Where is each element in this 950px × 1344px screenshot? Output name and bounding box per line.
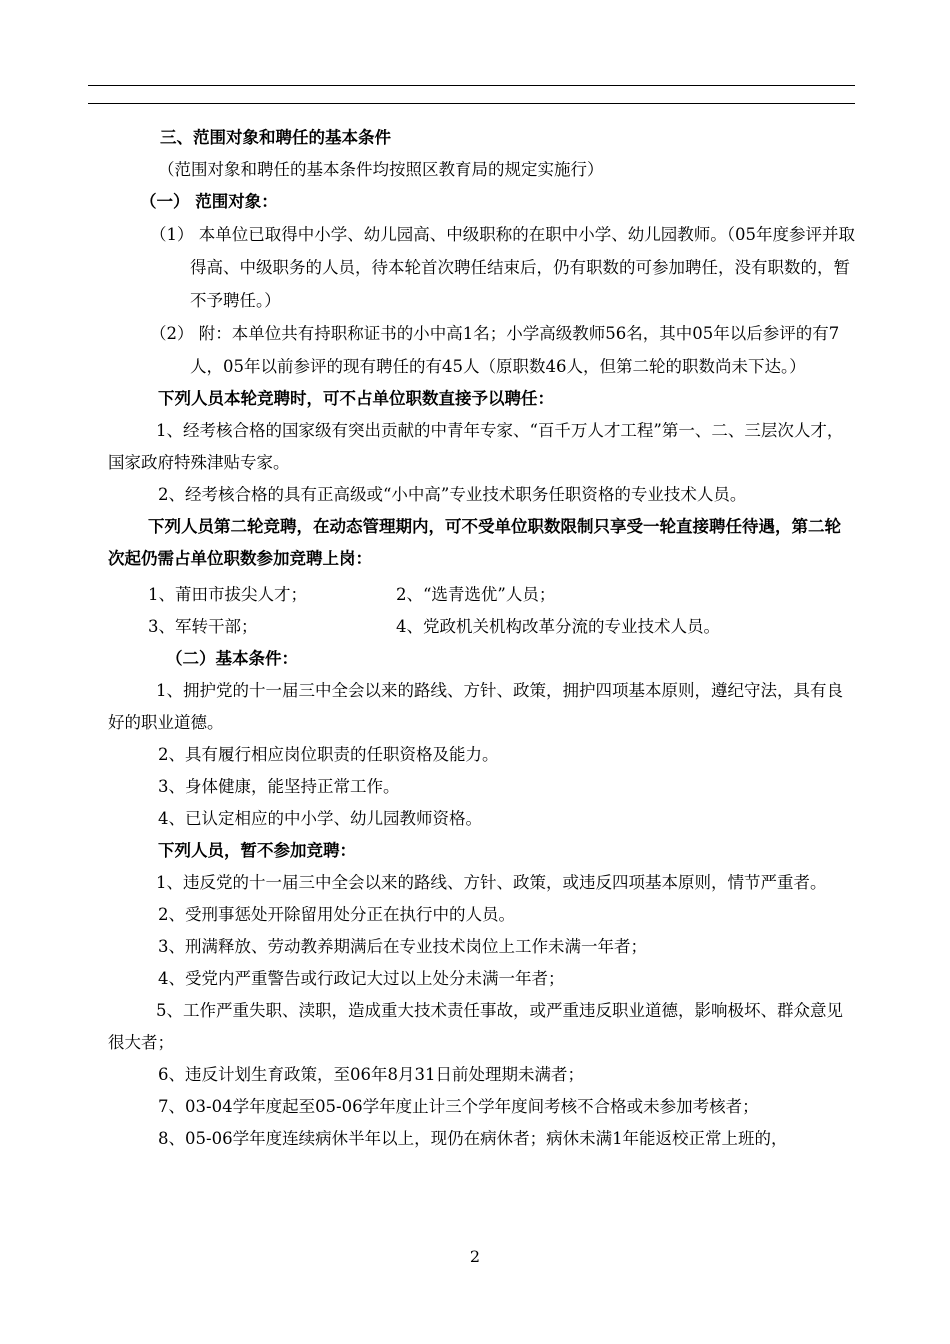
second-round-heading: 下列人员第二轮竞聘，在动态管理期内，可不受单位职数限制只享受一轮直接聘任待遇，第二轮次起仍需占单位职数参加竞聘上岗：	[108, 517, 841, 568]
excluded-item-1: 1、违反党的十一届三中全会以来的路线、方针、政策，或违反四项基本原则，情节严重者。	[156, 873, 827, 892]
excluded-item-2: 2、受刑事惩处开除留用处分正在执行中的人员。	[158, 905, 515, 924]
page-number: 2	[469, 1247, 481, 1266]
second-round-item: 2、“选青选优”人员；	[396, 585, 556, 604]
scope-note: （范围对象和聘任的基本条件均按照区教育局的规定实施行）	[158, 160, 604, 179]
direct-hire-heading: 下列人员本轮竞聘时，可不占单位职数直接予以聘任：	[158, 389, 554, 408]
excluded-item-8: 8、05-06学年度连续病休半年以上，现仍在病休者；病休未满1年能返校正常上班的，	[158, 1129, 788, 1148]
excluded-item-6: 6、违反计划生育政策，至06年8月31日前处理期未满者；	[158, 1065, 584, 1084]
subsection-basic: （二）基本条件：	[166, 649, 298, 668]
direct-hire-item-2: 2、经考核合格的具有正高级或“小中高”专业技术职务任职资格的专业技术人员。	[158, 485, 747, 504]
basic-item-2: 2、具有履行相应岗位职责的任职资格及能力。	[158, 745, 499, 764]
direct-hire-item-1: 1、经考核合格的国家级有突出贡献的中青年专家、“百千万人才工程”第一、二、三层次人才，国家政府特殊津贴专家。	[108, 421, 844, 472]
header-rule-bottom	[88, 103, 855, 104]
excluded-item-3: 3、刑满释放、劳动教养期满后在专业技术岗位上工作未满一年者；	[158, 937, 647, 956]
subsection-scope: （一） 范围对象：	[140, 192, 278, 211]
second-round-item: 4、党政机关机构改革分流的专业技术人员。	[396, 617, 720, 636]
section-title: 三、范围对象和聘任的基本条件	[160, 128, 391, 147]
document-body	[108, 122, 856, 1155]
header-rule-top	[88, 85, 855, 86]
excluded-item-7: 7、03-04学年度起至05-06学年度止计三个学年度间考核不合格或未参加考核者；	[158, 1097, 759, 1116]
scope-item-2: （2） 附：本单位共有持职称证书的小中高1名；小学高级教师56名，其中05年以后参评的有7人，05年以前参评的现有聘任的有45人（原职数46人，但第二轮的职数尚未下达。）	[150, 324, 840, 376]
excluded-item-4: 4、受党内严重警告或行政记大过以上处分未满一年者；	[158, 969, 565, 988]
basic-item-4: 4、已认定相应的中小学、幼儿园教师资格。	[158, 809, 482, 828]
basic-item-1: 1、拥护党的十一届三中全会以来的路线、方针、政策，拥护四项基本原则，遵纪守法，具有良好的职业道德。	[108, 681, 843, 732]
excluded-heading: 下列人员，暂不参加竞聘：	[158, 841, 356, 860]
second-round-row-1	[108, 579, 856, 611]
second-round-row-2	[108, 611, 856, 643]
excluded-item-5: 5、工作严重失职、渎职，造成重大技术责任事故，或严重违反职业道德，影响极坏、群众意见很大者；	[108, 1001, 843, 1052]
basic-item-3: 3、身体健康，能坚持正常工作。	[158, 777, 400, 796]
second-round-item: 1、莆田市拔尖人才；	[148, 585, 307, 604]
second-round-item: 3、军转干部；	[148, 617, 258, 636]
scope-item-1: （1） 本单位已取得中小学、幼儿园高、中级职称的在职中小学、幼儿园教师。（05年度参评并取得高、中级职务的人员，待本轮首次聘任结束后，仍有职数的可参加聘任，没有职数的，暂不予聘任。）	[150, 225, 855, 310]
